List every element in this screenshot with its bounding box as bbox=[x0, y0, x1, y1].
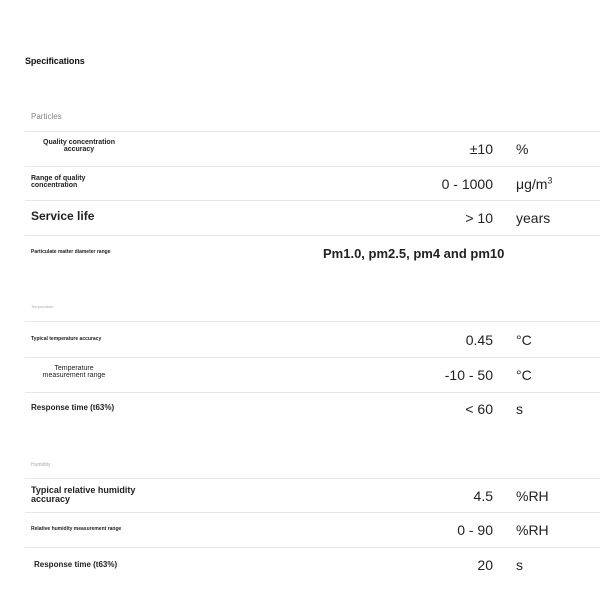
spec-unit: °C bbox=[516, 332, 532, 348]
spec-unit: s bbox=[516, 557, 523, 573]
spec-label: Service life bbox=[31, 209, 95, 223]
spec-unit: %RH bbox=[516, 522, 549, 538]
spec-label: Relative humidity measurement range bbox=[31, 526, 122, 532]
spec-row bbox=[0, 321, 600, 357]
page-title: Specifications bbox=[25, 56, 85, 66]
spec-label: Response time (t63%) bbox=[31, 403, 115, 412]
spec-row bbox=[0, 512, 600, 547]
spec-label: Quality concentration accuracy bbox=[43, 139, 115, 154]
spec-value: 0.45 bbox=[465, 332, 493, 348]
spec-value: Pm1.0, pm2.5, pm4 and pm10 bbox=[323, 246, 505, 261]
spec-label: Particulate matter diameter range bbox=[31, 249, 111, 255]
spec-row bbox=[0, 200, 600, 235]
spec-label: Response time (t63%) bbox=[34, 560, 118, 569]
spec-value: -10 - 50 bbox=[444, 367, 493, 383]
spec-row bbox=[0, 392, 600, 427]
section-title-temperature: Temperature bbox=[31, 304, 54, 309]
section-title-particles: Particles bbox=[31, 112, 62, 121]
spec-label: Typical temperature accuracy bbox=[31, 336, 102, 342]
spec-row bbox=[0, 166, 600, 200]
spec-value: > 10 bbox=[465, 210, 493, 226]
spec-value: 0 - 1000 bbox=[441, 176, 493, 192]
spec-unit: % bbox=[516, 141, 529, 157]
spec-row bbox=[0, 478, 600, 512]
spec-unit: $\mu g/m^3$ bbox=[516, 175, 553, 192]
section-title-humidity: Humidity bbox=[31, 462, 51, 468]
spec-label: Range of quality concentration bbox=[31, 175, 86, 190]
spec-unit: °C bbox=[516, 367, 532, 383]
spec-unit: s bbox=[516, 401, 523, 417]
spec-row bbox=[0, 235, 600, 271]
spec-row bbox=[0, 131, 600, 166]
spec-unit: %RH bbox=[516, 488, 549, 504]
spec-value: ±10 bbox=[469, 141, 493, 157]
spec-value: 0 - 90 bbox=[457, 522, 493, 538]
spec-unit: years bbox=[516, 210, 551, 226]
spec-value: < 60 bbox=[465, 401, 493, 417]
spec-label: Temperature measurement range bbox=[42, 365, 106, 380]
spec-label: Typical relative humidity accuracy bbox=[31, 485, 136, 505]
spec-value: 4.5 bbox=[473, 488, 493, 504]
spec-row bbox=[0, 547, 600, 583]
spec-row bbox=[0, 357, 600, 392]
spec-value: 20 bbox=[477, 557, 493, 573]
